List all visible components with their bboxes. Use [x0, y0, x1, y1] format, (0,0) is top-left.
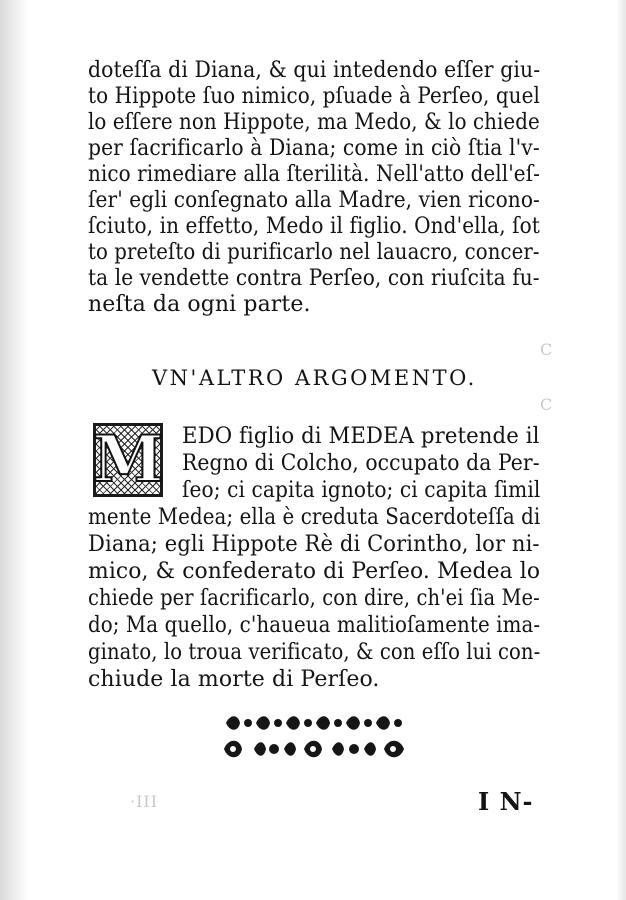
- text-line: chiude la morte di Perſeo.: [88, 667, 380, 692]
- text-line: Regno di Colcho, occupato da Per-: [182, 451, 540, 476]
- text-line: lo eſſere non Hippote, ma Medo, & lo chiede: [88, 110, 540, 135]
- text-line: mico, & confederato di Perſeo. Medea lo: [88, 559, 541, 584]
- text-line: chiede per ſacrificarlo, con dire, ch'ei ſia Me-: [88, 586, 540, 611]
- bleed-through-mark: C: [540, 395, 554, 414]
- fleuron-ornament-bottom: [222, 738, 406, 760]
- text-line: Diana; egli Hippote Rè di Corintho, lor ni-: [88, 532, 540, 557]
- text-line: nico rimediare alla ſterilità. Nell'atto dell'eſ-: [88, 162, 540, 187]
- section-heading: VN'ALTRO ARGOMENTO.: [152, 366, 477, 390]
- text-line: do; Ma quello, c'haueua malitioſamente ima-: [88, 613, 541, 638]
- text-line: neſta da ogni parte.: [88, 292, 311, 317]
- page-edge-shadow: [616, 0, 626, 900]
- text-line: per ſacrificarlo à Diana; come in ciò ſtia l'v-: [88, 136, 540, 161]
- page-gutter-shadow: [0, 0, 28, 900]
- catchword: I N-: [478, 787, 534, 816]
- text-line: doteſſa di Diana, & qui intedendo eſſer giu-: [88, 58, 541, 83]
- text-line: ta le vendette contra Perſeo, con riuſcita fu-: [88, 266, 540, 291]
- text-line: to preteſto di purificarlo nel lauacro, concer-: [88, 240, 540, 265]
- fleuron-ornament-top: [222, 712, 406, 734]
- text-line: ſeo; ci capita ignoto; ci capita ſimil: [182, 478, 541, 503]
- text-line: ſciuto, in effetto, Medo il figlio. Ond'ella, ſot: [88, 214, 540, 239]
- text-line: EDO figlio di MEDEA pretende il: [182, 424, 540, 449]
- text-line: to Hippote ſuo nimico, pſuade à Perſeo, quel: [88, 84, 540, 109]
- decorated-initial: [93, 423, 163, 497]
- bleed-through-mark: ·III: [130, 792, 159, 811]
- text-line: ginato, lo troua verificato, & con eſſo lui con-: [88, 640, 541, 665]
- text-line: mente Medea; ella è creduta Sacerdoteſſa di: [88, 505, 541, 530]
- text-line: ſer' egli conſegnato alla Madre, vien ricono-: [88, 188, 540, 213]
- bleed-through-mark: C: [540, 340, 554, 359]
- initial-letter: M: [92, 422, 164, 497]
